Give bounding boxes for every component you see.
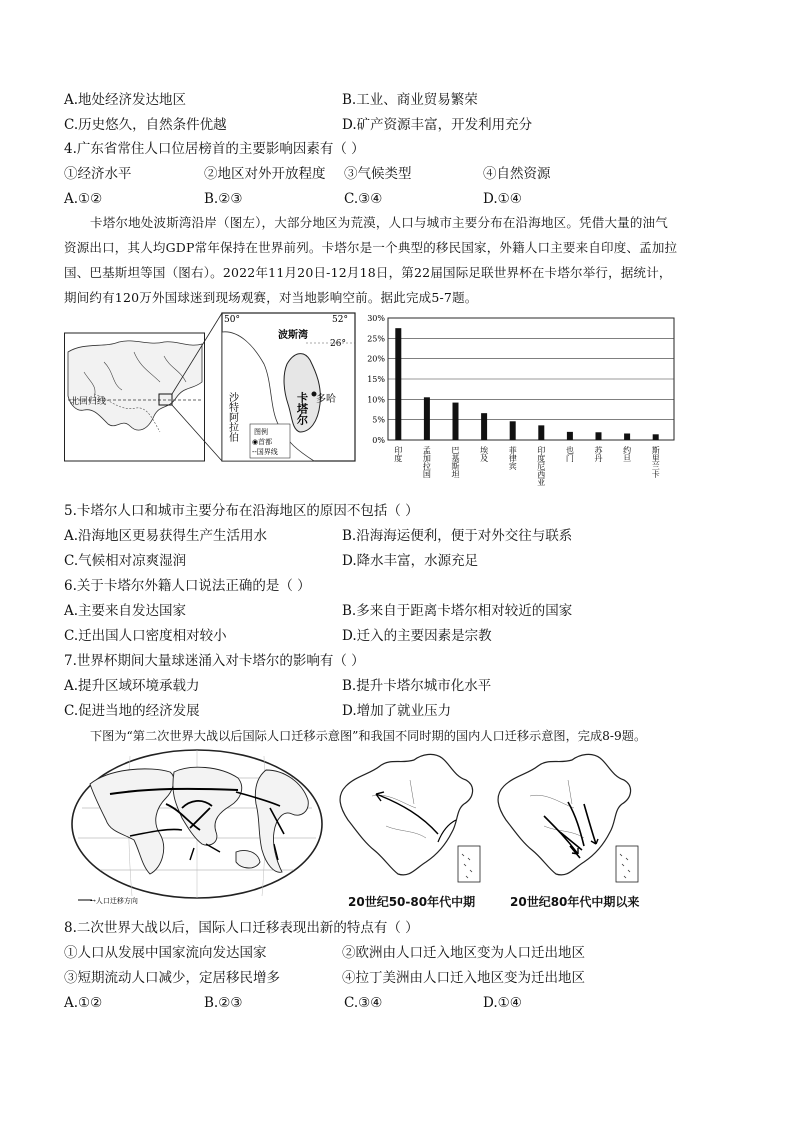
china-map-1-caption: 20世纪50-80年代中期: [348, 895, 476, 909]
q4-option-b[interactable]: B.②③: [204, 191, 243, 207]
q5-option-a[interactable]: A.沿海地区更易获得生产生活用水: [64, 528, 268, 544]
q6-stem: 6.关于卡塔尔外籍人口说法正确的是（ ）: [64, 578, 311, 594]
q4-option-c[interactable]: C.③④: [344, 191, 383, 207]
q5-option-c[interactable]: C.气候相对凉爽湿润: [64, 553, 187, 569]
passage-qatar-line3: 国、巴基斯坦等国（图右）。2022年11月20日-12月18日，第22届国际足联世界杯在卡塔尔举行，据统计，: [64, 265, 672, 280]
bar-4: [510, 421, 516, 440]
q4-option-a[interactable]: A.①②: [64, 191, 103, 207]
bar-6: [567, 432, 573, 440]
bar-9: [653, 434, 659, 440]
china-map-2-caption: 20世纪80年代中期以来: [510, 895, 640, 909]
y-tick-label: 15%: [367, 375, 385, 384]
bar-1: [424, 397, 430, 440]
q8-item-1: ①人口从发展中国家流向发达国家: [64, 945, 267, 961]
x-tick-label: 约旦: [622, 446, 632, 462]
bar-8: [624, 433, 630, 440]
lon-52-label: 52°: [332, 315, 348, 325]
passage-qatar-line1: 卡塔尔地处波斯湾沿岸（图左），大部分地区为荒漠，人口与城市主要分布在沿海地区。凭借大量的油气: [90, 215, 668, 230]
bar-2: [453, 403, 459, 440]
china-migration-map-1950s-1980s: [326, 746, 482, 892]
q4-stem: 4.广东省常住人口位居榜首的主要影响因素有（ ）: [64, 141, 365, 157]
x-tick-label: 巴基斯坦: [451, 446, 460, 478]
migrant-origin-bar-chart: [360, 312, 680, 492]
q8-item-2: ②欧洲由人口迁入地区变为人口迁出地区: [342, 945, 585, 961]
bar-3: [481, 413, 487, 440]
passage-qatar-line2: 资源出口，其人均GDP常年保持在世界前列。卡塔尔是一个典型的移民国家，外籍人口主要来自印度、孟加拉: [64, 240, 678, 255]
q3-option-b[interactable]: B.工业、商业贸易繁荣: [342, 92, 478, 108]
q4-item-3: ③气候类型: [344, 166, 412, 182]
bar-5: [538, 425, 544, 440]
q7-option-b[interactable]: B.提升卡塔尔城市化水平: [342, 678, 492, 694]
q8-option-a[interactable]: A.①②: [64, 995, 103, 1011]
doha-label: 多哈: [316, 394, 336, 405]
y-tick-label: 0%: [372, 436, 385, 445]
q8-option-b[interactable]: B.②③: [204, 995, 243, 1011]
passage-qatar-line4: 期间约有120万外国球迷到现场观赛，对当地影响空前。据此完成5-7题。: [64, 290, 478, 305]
q8-option-c[interactable]: C.③④: [344, 995, 383, 1011]
q5-stem: 5.卡塔尔人口和城市主要分布在沿海地区的原因不包括（ ）: [64, 503, 419, 519]
world-map-legend: →人口迁移方向: [90, 897, 138, 905]
q3-option-d[interactable]: D.矿产资源丰富，开发利用充分: [342, 117, 533, 133]
x-tick-label: 印度尼西亚: [536, 446, 546, 486]
q7-option-c[interactable]: C.促进当地的经济发展: [64, 703, 200, 719]
legend-title: 图例: [254, 428, 268, 436]
bar-7: [596, 432, 602, 440]
china-migration-map-1980s-onward: [484, 746, 640, 892]
q3-option-c[interactable]: C.历史悠久，自然条件优越: [64, 117, 227, 133]
y-tick-label: 10%: [367, 395, 385, 405]
q4-option-d[interactable]: D.①④: [483, 191, 522, 207]
x-tick-label: 孟加拉国: [422, 446, 432, 478]
q4-item-2: ②地区对外开放程度: [204, 166, 326, 182]
tropic-label: 北回归线: [70, 397, 107, 407]
q6-option-d[interactable]: D.迁入的主要因素是宗教: [342, 628, 492, 644]
bar-0: [395, 328, 401, 440]
q3-option-a[interactable]: A.地处经济发达地区: [64, 92, 187, 108]
y-tick-label: 5%: [372, 415, 385, 425]
q8-stem: 8.二次世界大战以后，国际人口迁移表现出新的特点有（ ）: [64, 920, 419, 936]
y-tick-label: 20%: [367, 354, 385, 364]
q6-option-c[interactable]: C.迁出国人口密度相对较小: [64, 628, 227, 644]
persian-gulf-label: 波斯湾: [278, 330, 308, 341]
q7-stem: 7.世界杯期间大量球迷涌入对卡塔尔的影响有（ ）: [64, 653, 365, 669]
q5-option-d[interactable]: D.降水丰富，水源充足: [342, 553, 479, 569]
y-tick-label: 25%: [367, 334, 385, 344]
q8-item-4: ④拉丁美洲由人口迁入地区变为迁出地区: [342, 970, 585, 986]
q6-option-b[interactable]: B.多来自于距离卡塔尔相对较近的国家: [342, 603, 573, 619]
q4-item-1: ①经济水平: [64, 166, 132, 182]
q4-item-4: ④自然资源: [483, 166, 551, 182]
world-migration-map: [70, 748, 324, 910]
saudi-arabia-label: 沙特阿拉伯: [226, 392, 238, 442]
x-tick-label: 斯里兰卡: [651, 446, 661, 478]
q8-item-3: ③短期流动人口减少，定居移民增多: [64, 970, 280, 986]
x-tick-label: 菲律宾: [508, 446, 518, 470]
legend-border: --国界线: [252, 448, 278, 456]
x-tick-label: 也门: [565, 446, 575, 462]
q7-option-a[interactable]: A.提升区域环境承载力: [64, 678, 200, 694]
passage-migration: 下图为“第二次世界大战以后国际人口迁移示意图”和我国不同时期的国内人口迁移示意图，完成8-9题。: [90, 729, 647, 743]
qatar-location-map: [64, 312, 356, 462]
legend-capital: ◉首都: [252, 438, 273, 446]
x-tick-label: 埃及: [479, 446, 489, 462]
lon-50-label: 50°: [224, 315, 240, 325]
q7-option-d[interactable]: D.增加了就业压力: [342, 703, 452, 719]
qatar-label: 卡塔尔: [295, 392, 309, 425]
q5-option-b[interactable]: B.沿海海运便利，便于对外交往与联系: [342, 528, 573, 544]
q6-option-a[interactable]: A.主要来自发达国家: [64, 603, 187, 619]
x-tick-label: 苏丹: [594, 446, 603, 462]
y-tick-label: 30%: [367, 314, 385, 323]
x-tick-label: 印度: [393, 446, 403, 462]
lat-26-label: 26°: [330, 339, 346, 349]
q8-option-d[interactable]: D.①④: [483, 995, 522, 1011]
